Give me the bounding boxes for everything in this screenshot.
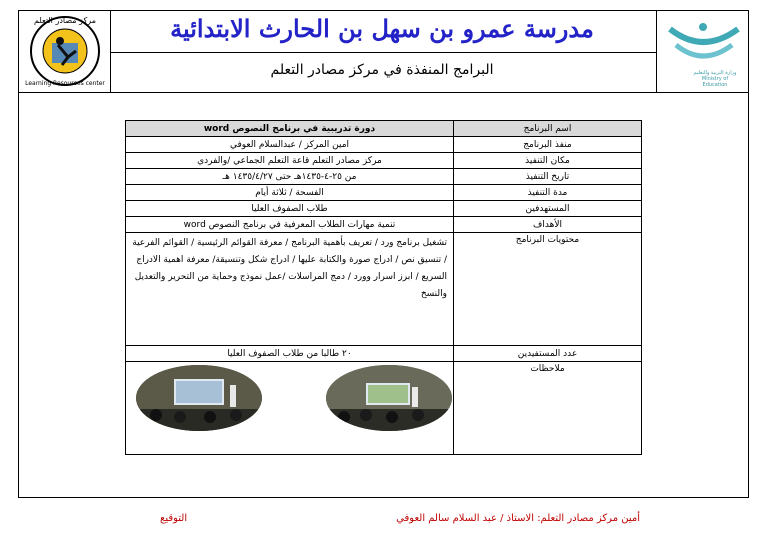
page-subtitle: البرامج المنفذة في مركز مصادر التعلم xyxy=(270,62,494,78)
row-value: مركز مصادر التعلم قاعة التعلم الجماعي /والفردي xyxy=(126,153,454,169)
row-key: المستهدفين xyxy=(454,201,642,217)
school-name: مدرسة عمرو بن سهل بن الحارث الابتدائية xyxy=(170,14,594,43)
ministry-logo-text xyxy=(690,70,740,88)
ministry-text-en: Ministry of Education xyxy=(701,76,729,88)
table-row xyxy=(126,233,642,346)
table-row xyxy=(126,362,642,455)
center-keeper-name: أمين مركز مصادر التعلم: الاستاذ / عبد السلام سالم العوفي xyxy=(396,513,640,524)
program-table xyxy=(125,120,642,455)
row-key: اسم البرنامج xyxy=(454,121,642,137)
table-row xyxy=(126,121,642,137)
row-key: ملاحظات xyxy=(454,362,642,455)
header-middle-divider xyxy=(110,52,656,53)
row-key: تاريخ التنفيذ xyxy=(454,169,642,185)
ministry-text-ar: وزارة التربية والتعليم xyxy=(693,70,737,76)
table-row xyxy=(126,169,642,185)
row-key: محتويات البرنامج xyxy=(454,233,642,346)
table-row xyxy=(126,346,642,362)
table-row xyxy=(126,137,642,153)
row-key: مدة التنفيذ xyxy=(454,185,642,201)
row-key: الأهداف xyxy=(454,217,642,233)
header-right-divider xyxy=(656,10,657,93)
learning-resources-logo xyxy=(22,13,108,89)
table-row xyxy=(126,185,642,201)
row-key: منفذ البرنامج xyxy=(454,137,642,153)
row-value: تنمية مهارات الطلاب المعرفية في برنامج النصوص word xyxy=(126,217,454,233)
row-value: طلاب الصفوف العليا xyxy=(126,201,454,217)
row-value: امين المركز / عبدالسلام العوفي xyxy=(126,137,454,153)
header-divider xyxy=(18,92,749,93)
classroom-photo xyxy=(136,365,262,431)
photos-container xyxy=(126,363,453,453)
logo-top-text: مركز مصادر التعلم xyxy=(34,16,96,25)
signature-label: التوقيع xyxy=(160,513,188,524)
table-row xyxy=(126,201,642,217)
classroom-photo xyxy=(326,365,452,431)
photos-cell xyxy=(126,362,454,455)
row-value: من ٢٥-٤-١٤٣٥هـ حتى ١٤٣٥/٤/٢٧ هـ xyxy=(126,169,454,185)
table-row xyxy=(126,217,642,233)
row-value: دورة تدريبية في برنامج النصوص word xyxy=(126,121,454,137)
row-value: الفسحة / ثلاثة أيام xyxy=(126,185,454,201)
row-key: عدد المستفيدين xyxy=(454,346,642,362)
logo-bottom-text: Learning Resources center xyxy=(25,80,105,87)
row-key: مكان التنفيذ xyxy=(454,153,642,169)
program-contents: تشغيل برنامج ورد / تعريف بأهمية البرنامج / معرفة القوائم الرئيسية / القوائم الفرعية / تنسيق نص / ادراج صورة والكتابة عليها / ادراج شكل وتنسيقة/ معرفة اهمية الادراج السريع / ابرز اسرار وورد / دمج المراسلات /عمل نموذج وحماية من التحرير والتعديل والنسخ xyxy=(126,233,454,346)
table-row xyxy=(126,153,642,169)
row-value: ٢٠ طالبا من طلاب الصفوف العليا xyxy=(126,346,454,362)
